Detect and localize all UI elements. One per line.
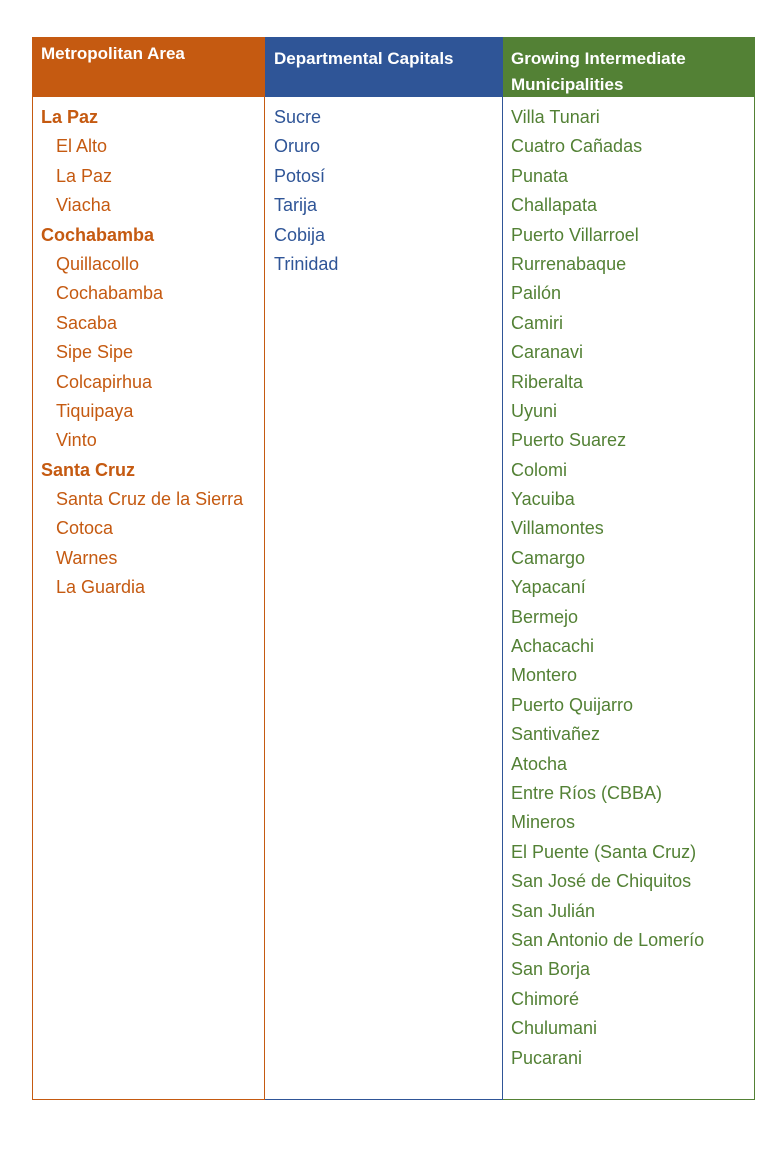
capital-item: Potosí (274, 165, 326, 186)
growing-municipality-item: Villamontes (511, 518, 604, 539)
capital-item: Oruro (274, 136, 321, 157)
departmental-capitals-column (265, 37, 503, 1100)
growing-municipality-item: Caranavi (511, 342, 584, 363)
growing-municipality-item: San Borja (511, 959, 591, 980)
growing-municipality-item: Yapacaní (511, 577, 586, 598)
growing-municipality-item: El Puente (Santa Cruz) (511, 841, 697, 862)
metro-municipality-item: Sacaba (56, 312, 118, 333)
growing-municipalities-column (503, 37, 755, 1100)
capital-item: Cobija (274, 224, 326, 245)
growing-municipality-item: Uyuni (511, 400, 558, 421)
growing-municipality-item: Achacachi (511, 636, 595, 657)
capital-item: Tarija (274, 195, 318, 216)
growing-municipality-item: San José de Chiquitos (511, 871, 692, 892)
growing-municipality-item: Pucarani (511, 1047, 583, 1068)
growing-municipality-item: Chimoré (511, 988, 580, 1009)
metropolitan-area-header: Metropolitan Area (33, 38, 264, 97)
growing-municipality-item: Villa Tunari (511, 107, 600, 127)
metropolitan-area-list (33, 97, 264, 603)
growing-municipality-item: Colomi (511, 459, 568, 480)
growing-municipality-item: Pailón (511, 283, 562, 304)
growing-municipality-item: Entre Ríos (CBBA) (511, 782, 663, 803)
growing-municipality-item: Cuatro Cañadas (511, 136, 643, 157)
capital-item: Sucre (274, 107, 322, 127)
metro-municipality-item: La Guardia (56, 577, 146, 598)
growing-municipalities-header: Growing Intermediate Municipalities (503, 38, 754, 97)
growing-municipality-item: Rurrenabaque (511, 253, 627, 274)
growing-municipality-item: Atocha (511, 753, 568, 774)
growing-municipality-item: Puerto Villarroel (511, 224, 639, 245)
growing-municipality-item: Santivañez (511, 724, 601, 745)
municipalities-table (32, 37, 755, 1100)
metro-municipality-item: Colcapirhua (56, 371, 153, 392)
growing-municipality-item: Yacuiba (511, 489, 575, 510)
metro-group-heading: Cochabamba (41, 224, 155, 245)
metro-municipality-item: Cochabamba (56, 283, 164, 304)
metropolitan-area-column (32, 37, 265, 1100)
departmental-capitals-list (265, 97, 502, 279)
metro-group-heading: Santa Cruz (41, 459, 136, 480)
metro-municipality-item: La Paz (56, 165, 113, 186)
growing-municipality-item: Bermejo (511, 606, 579, 627)
growing-municipality-item: Punata (511, 165, 569, 186)
metro-municipality-item: Tiquipaya (56, 400, 134, 421)
growing-municipality-item: Challapata (511, 195, 598, 216)
metro-municipality-item: El Alto (56, 136, 108, 157)
metro-group-heading: La Paz (41, 107, 99, 127)
growing-municipality-item: Mineros (511, 812, 576, 833)
growing-municipality-item: San Julián (511, 900, 596, 921)
growing-municipality-item: Puerto Suarez (511, 430, 627, 451)
metro-municipality-item: Warnes (56, 547, 118, 568)
metro-municipality-item: Cotoca (56, 518, 114, 539)
metro-municipality-item: Sipe Sipe (56, 342, 134, 363)
growing-municipality-item: San Antonio de Lomerío (511, 929, 705, 950)
metro-municipality-item: Quillacollo (56, 253, 140, 274)
growing-municipalities-list (503, 97, 754, 1073)
growing-municipality-item: Camiri (511, 312, 563, 333)
growing-municipality-item: Puerto Quijarro (511, 694, 634, 715)
departmental-capitals-header: Departmental Capitals (265, 38, 502, 97)
growing-municipality-item: Riberalta (511, 371, 584, 392)
metro-municipality-item: Vinto (56, 430, 97, 451)
growing-municipality-item: Chulumani (511, 1018, 598, 1039)
growing-municipality-item: Camargo (511, 547, 586, 568)
metro-municipality-item: Viacha (56, 195, 111, 216)
capital-item: Trinidad (274, 253, 339, 274)
metro-municipality-item: Santa Cruz de la Sierra (56, 489, 244, 510)
growing-municipality-item: Montero (511, 665, 578, 686)
